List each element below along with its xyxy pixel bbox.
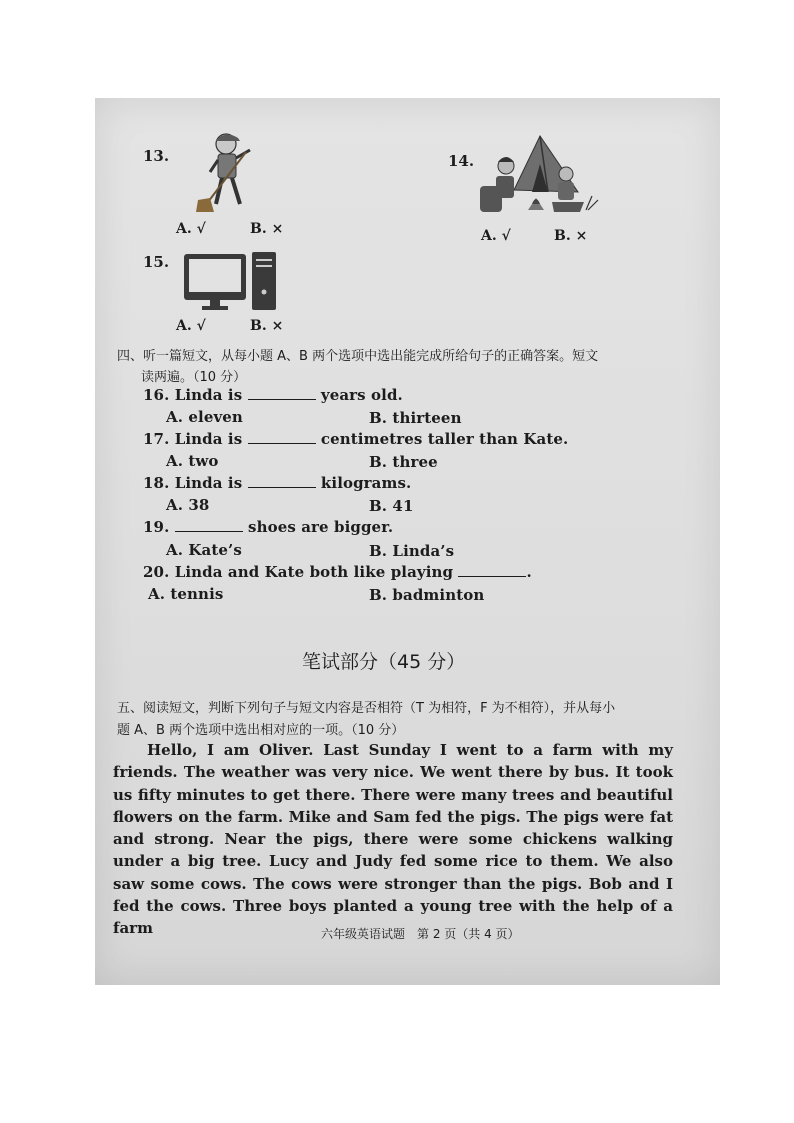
question-15-number: 15. [143,253,170,271]
question-18-option-a: A. 38 [166,496,210,514]
question-17: 17. Linda is centimetres taller than Kate. [143,430,569,448]
section5-instruction-line1: 五、阅读短文，判断下列句子与短文内容是否相符（T 为相符，F 为不相符），并从每小 [117,701,616,716]
question-16-option-a: A. eleven [166,408,243,426]
question-19: 19. shoes are bigger. [143,518,394,536]
question-19-option-a: A. Kate’s [166,541,242,559]
answer-blank [248,430,316,444]
question-15-option-a: A. √ [176,318,206,334]
question-14-option-b: B. × [554,228,588,244]
question-20: 20. Linda and Kate both like playing . [143,563,532,581]
section5-instruction-line2: 题 A、B 两个选项中选出相对应的一项。（10 分） [117,723,405,738]
section4-instruction-line2: 读两遍。（10 分） [141,370,247,385]
page-footer: 六年级英语试题 第 2 页（共 4 页） [321,927,520,941]
answer-blank [458,563,526,577]
section4-instruction-line1: 四、听一篇短文，从每小题 A、B 两个选项中选出能完成所给句子的正确答案。短文 [117,349,599,364]
question-13-option-a: A. √ [176,221,206,237]
question-13-number: 13. [143,147,170,165]
question-13-option-b: B. × [250,221,284,237]
question-18: 18. Linda is kilograms. [143,474,412,492]
question-14-number: 14. [448,152,475,170]
question-18-option-b: B. 41 [369,497,414,515]
sweeping-boy-icon [190,128,260,214]
question-14-option-a: A. √ [481,228,511,244]
question-20-option-b: B. badminton [369,586,485,604]
question-15-option-b: B. × [250,318,284,334]
question-17-option-a: A. two [166,452,219,470]
question-16-option-b: B. thirteen [369,409,462,427]
question-19-option-b: B. Linda’s [369,542,455,560]
passage-text: Hello, I am Oliver. Last Sunday I went to a farm with my friends. The weather was very nice. We went there by bus. It took us fifty minutes to get there. There were many trees and beautiful flowers on the farm. Mike and Sam fed the pigs. The pigs were fat and strong. Near the pigs, there were some chickens walking under a big tree. Lucy and Judy fed some rice to them. We also saw some cows. The cows were stronger than the pigs. Bob and I fed the cows. Three boys planted a young tree with the help of a farm [113,741,673,938]
answer-blank [175,518,243,532]
question-20-option-a: A. tennis [148,585,224,603]
written-section-title: 笔试部分（45 分） [302,651,466,673]
computer-icon [182,250,280,312]
question-16: 16. Linda is years old. [143,386,403,404]
camping-children-icon [474,130,604,218]
question-17-option-b: B. three [369,453,438,471]
answer-blank [248,474,316,488]
answer-blank [248,386,316,400]
